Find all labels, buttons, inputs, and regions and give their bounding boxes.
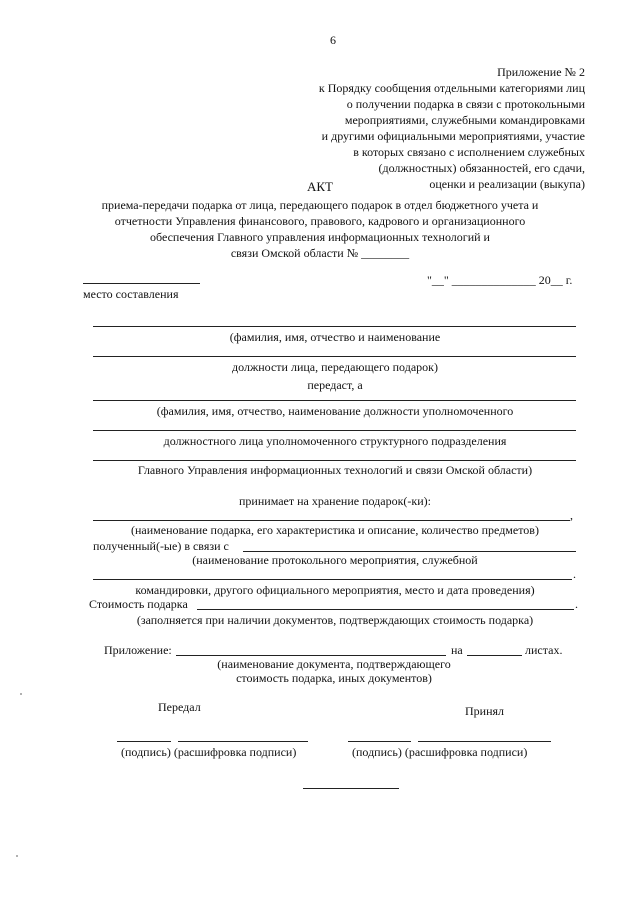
caption-doc-cost: стоимость подарка, иных документов) xyxy=(236,671,432,685)
cost-period: . xyxy=(575,597,578,611)
place-blank[interactable] xyxy=(83,283,200,284)
event-blank[interactable] xyxy=(243,551,576,552)
signature-caption-right: (подпись) (расшифровка подписи) xyxy=(352,745,528,759)
subtitle-line: обеспечения Главного управления информационных технологий и xyxy=(150,230,490,244)
caption-trip: командировки, другого официального мероприятия, место и дата проведения) xyxy=(135,583,535,597)
appendix-line: (должностных) обязанностей, его сдачи, xyxy=(378,161,585,175)
trip-blank[interactable] xyxy=(93,579,572,580)
appendix-header xyxy=(265,64,585,192)
subtitle-line: приема-передачи подарка от лица, передающего подарок в отдел бюджетного учета и xyxy=(101,198,539,212)
attachment-label: Приложение: xyxy=(104,643,172,657)
attachment-sheets: листах. xyxy=(525,643,563,657)
caption-auth-official: должностного лица уполномоченного структурного подразделения xyxy=(163,434,507,448)
appendix-line: мероприятиями, служебными командировками xyxy=(344,113,585,127)
scan-speck xyxy=(20,693,22,695)
department-blank[interactable] xyxy=(93,460,576,461)
auth-fio-blank[interactable] xyxy=(93,400,576,401)
sheets-blank[interactable] xyxy=(467,655,522,656)
signature-blank-right[interactable] xyxy=(348,741,411,742)
decryption-blank-left[interactable] xyxy=(178,741,308,742)
caption-cost-note: (заполняется при наличии документов, подтверждающих стоимость подарка) xyxy=(136,613,534,627)
place-label: место составления xyxy=(83,287,179,301)
appendix-line: и другими официальными мероприятиями, участие xyxy=(321,129,585,143)
date-field[interactable]: "__" ______________ 20__ г. xyxy=(427,273,573,287)
decryption-blank-right[interactable] xyxy=(418,741,551,742)
fio-blank[interactable] xyxy=(93,326,576,327)
subtitle-line: отчетности Управления финансового, правового, кадрового и организационного xyxy=(114,214,526,228)
caption-accepts: принимает на хранение подарок(-ки): xyxy=(239,494,431,508)
caption-fio: (фамилия, имя, отчество и наименование xyxy=(229,330,441,344)
appendix-line: в которых связано с исполнением служебных xyxy=(353,145,585,159)
caption-position: должности лица, передающего подарок) xyxy=(232,360,438,374)
subtitle-line: связи Омской области № ________ xyxy=(230,246,410,260)
trip-period: . xyxy=(573,567,576,581)
attachment-on: на xyxy=(451,643,463,657)
caption-auth-fio: (фамилия, имя, отчество, наименование должности уполномоченного xyxy=(156,404,514,418)
appendix-line: к Порядку сообщения отдельными категориями лиц xyxy=(318,81,585,95)
handed-label: Передал xyxy=(158,700,201,714)
page-number: 6 xyxy=(330,33,336,47)
signature-blank-left[interactable] xyxy=(117,741,171,742)
closing-rule xyxy=(303,788,399,789)
caption-event: (наименование протокольного мероприятия, служебной xyxy=(192,553,478,567)
cost-blank[interactable] xyxy=(197,609,574,610)
attachment-blank[interactable] xyxy=(176,655,446,656)
position-blank[interactable] xyxy=(93,356,576,357)
document-title: АКТ xyxy=(307,179,333,194)
appendix-line: оценки и реализации (выкупа) xyxy=(429,177,585,191)
gift-blank[interactable] xyxy=(93,520,570,521)
caption-doc-name: (наименование документа, подтверждающего xyxy=(217,657,451,671)
scan-speck xyxy=(16,855,18,857)
cost-label: Стоимость подарка xyxy=(89,597,188,611)
caption-gift: (наименование подарка, его характеристика и описание, количество предметов) xyxy=(131,523,539,537)
document-subtitle xyxy=(40,197,600,261)
appendix-line: о получении подарка в связи с протокольными xyxy=(346,97,585,111)
received-prefix: полученный(-ые) в связи с xyxy=(93,539,229,553)
signature-caption-left: (подпись) (расшифровка подписи) xyxy=(121,745,297,759)
auth-official-blank[interactable] xyxy=(93,430,576,431)
gift-comma: , xyxy=(570,508,573,522)
received-label: Принял xyxy=(465,704,505,718)
caption-department: Главного Управления информационных технологий и связи Омской области) xyxy=(137,463,533,477)
appendix-line: Приложение № 2 xyxy=(497,65,585,79)
caption-transfers: передаст, а xyxy=(307,378,363,392)
